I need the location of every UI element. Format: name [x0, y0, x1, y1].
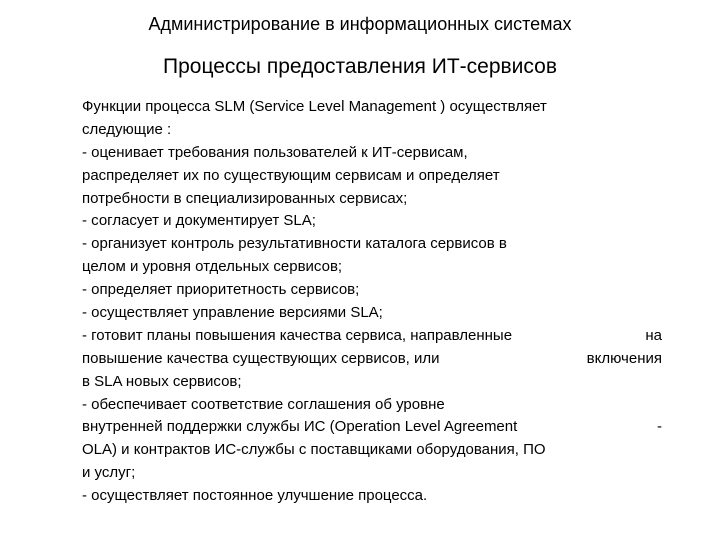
- body-line: - оценивает требования пользователей к ИТ-сервисам,: [82, 143, 468, 161]
- body-line-left: - готовит планы повышения качества сервиса, направленные: [82, 326, 513, 344]
- body-line: OLA) и контрактов ИС-службы с поставщиками оборудования, ПО: [82, 441, 546, 459]
- body-line: - осуществляет постоянное улучшение процесса.: [82, 487, 428, 505]
- slide-header: Администрирование в информационных системах: [148, 14, 572, 34]
- body-line: - обеспечивает соответствие соглашения об уровне: [82, 395, 445, 413]
- body-line-right: включения: [586, 349, 662, 367]
- body-line-justified: [82, 325, 662, 348]
- body-line-left: внутренней поддержки службы ИС (Operation Level Agreement: [82, 418, 518, 436]
- body-line: - осуществляет управление версиями SLA;: [82, 304, 383, 322]
- slide-title: Процессы предоставления ИТ-сервисов: [163, 55, 557, 78]
- body-line: Функции процесса SLM (Service Level Management ) осуществляет: [82, 98, 547, 115]
- body-line: - организует контроль результативности каталога сервисов в: [82, 235, 507, 253]
- body-line-right: -: [657, 418, 662, 436]
- body-line-justified: [82, 416, 662, 439]
- body-line-left: повышение качества существующих сервисов, или: [82, 349, 440, 367]
- body-line: следующие :: [82, 120, 172, 138]
- body-line: потребности в специализированных сервисах;: [82, 189, 408, 207]
- body-line: целом и уровня отдельных сервисов;: [82, 258, 343, 276]
- slide-body: [82, 96, 662, 508]
- body-line: в SLA новых сервисов;: [82, 372, 242, 390]
- body-line-justified: [82, 348, 662, 371]
- body-line: распределяет их по существующим сервисам и определяет: [82, 166, 500, 184]
- body-line-right: на: [645, 326, 662, 344]
- body-line: и услуг;: [82, 464, 136, 482]
- body-line: - определяет приоритетность сервисов;: [82, 281, 360, 299]
- body-line: - согласует и документирует SLA;: [82, 212, 316, 230]
